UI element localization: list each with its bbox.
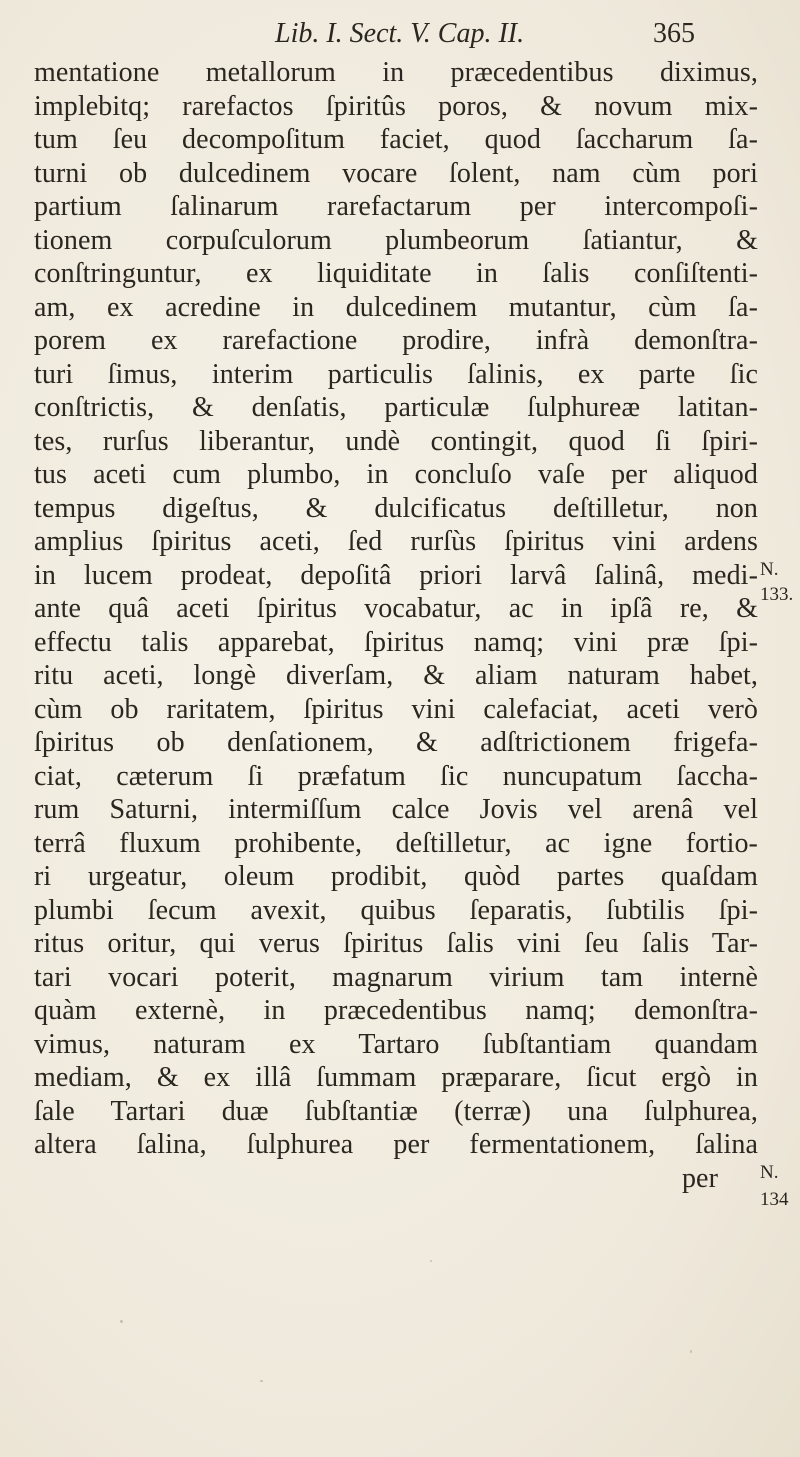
text-line: in lucem prodeat, depoſitâ priori larvâ ſalinâ, medi- xyxy=(34,559,758,591)
text-line: terrâ fluxum prohibente, deſtilletur, ac igne fortio- xyxy=(34,827,758,859)
running-title: Lib. I. Sect. V. Cap. II. xyxy=(275,18,525,49)
margin-note-label: N. xyxy=(760,1162,779,1183)
text-line: conſtringuntur, ex liquiditate in ſalis conſiſtenti- xyxy=(34,258,758,289)
text-line: altera ſalina, ſulphurea per fermentationem, ſalina xyxy=(34,1129,758,1160)
text-line: tum ſeu decompoſitum faciet, quod ſaccharum ſa- xyxy=(34,124,758,155)
text-line: ritu aceti, longè diverſam, & aliam naturam habet, xyxy=(34,660,758,691)
text-line: turi ſimus, interim particulis ſalinis, ex parte ſic xyxy=(34,358,758,390)
text-line: amplius ſpiritus aceti, ſed rurſùs ſpiritus vini ardens xyxy=(34,526,758,557)
text-line: implebitq; rarefactos ſpiritûs poros, & novum mix- xyxy=(34,90,758,122)
body-text xyxy=(34,56,758,1195)
text-line: quàm externè, in præcedentibus namq; demonſtra- xyxy=(34,995,758,1026)
text-line: mentatione metallorum in præcedentibus diximus, xyxy=(34,57,758,88)
text-line: plumbi ſecum avexit, quibus ſeparatis, ſubtilis ſpi- xyxy=(34,894,758,926)
margin-note-ref: 134 xyxy=(760,1189,789,1210)
text-line: ciat, cæterum ſi præfatum ſic nuncupatum ſaccha- xyxy=(34,760,758,792)
text-line: tari vocari poterit, magnarum virium tam internè xyxy=(34,961,758,993)
text-line: cùm ob raritatem, ſpiritus vini calefaciat, aceti verò xyxy=(34,693,758,725)
text-line: ſpiritus ob denſationem, & adſtrictionem frigefa- xyxy=(34,727,758,758)
text-line: rum Saturni, intermiſſum calce Jovis vel arenâ vel xyxy=(34,794,758,825)
running-header xyxy=(275,14,695,54)
text-line: ri urgeatur, oleum prodibit, quòd partes quaſdam xyxy=(34,861,758,892)
page-number: 365 xyxy=(653,18,695,49)
text-line: mediam, & ex illâ ſummam præparare, ſicut ergò in xyxy=(34,1062,758,1093)
text-line: per xyxy=(681,1162,718,1194)
text-line: turni ob dulcedinem vocare ſolent, nam cùm pori xyxy=(34,157,758,189)
text-line: tus aceti cum plumbo, in concluſo vaſe per aliquod xyxy=(34,459,758,490)
text-line: conſtrictis, & denſatis, particulæ ſulphureæ latitan- xyxy=(34,392,758,423)
text-line: ante quâ aceti ſpiritus vocabatur, ac in ipſâ re, & xyxy=(34,593,758,624)
text-line: porem ex rarefactione prodire, infrà demonſtra- xyxy=(34,325,758,356)
text-line: am, ex acredine in dulcedinem mutantur, cùm ſa- xyxy=(34,291,758,323)
margin-note-ref: 133. xyxy=(760,584,794,605)
text-line: tempus digeſtus, & dulcificatus deſtilletur, non xyxy=(34,492,758,524)
text-line: vimus, naturam ex Tartaro ſubſtantiam quandam xyxy=(34,1028,758,1060)
text-line: ſale Tartari duæ ſubſtantiæ (terræ) una ſulphurea, xyxy=(34,1095,758,1127)
text-line: effectu talis apparebat, ſpiritus namq; vini præ ſpi- xyxy=(34,626,758,658)
margin-note-label: N. xyxy=(760,559,779,580)
text-line: tes, rurſus liberantur, undè contingit, quod ſi ſpiri- xyxy=(34,425,758,457)
text-line: tionem corpuſculorum plumbeorum ſatiantur, & xyxy=(34,224,758,256)
text-line: partium ſalinarum rarefactarum per intercompoſi- xyxy=(34,191,758,222)
text-line: ritus oritur, qui verus ſpiritus ſalis vini ſeu ſalis Tar- xyxy=(34,928,758,959)
